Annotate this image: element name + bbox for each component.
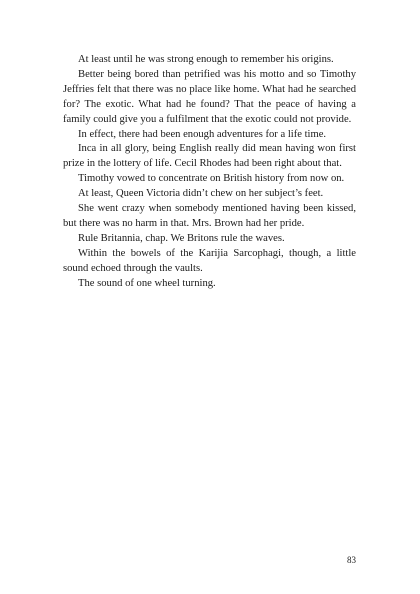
paragraph: At least, Queen Victoria didn’t chew on her subject’s feet. — [78, 188, 324, 200]
paragraph: Timothy vowed to concentrate on British history from now on. — [78, 173, 345, 185]
paragraph: At least until he was strong enough to remember his origins. — [78, 54, 334, 65]
body-text — [63, 53, 356, 292]
paragraph: Better being bored than petrified was his motto and so Timothy Jeffries felt that there was no place like home. What had he searched for? The exotic. What had he found? That the peace of having a family could give you a fulfilment that the exotic could not provide. — [63, 68, 356, 125]
paragraph: The sound of one wheel turning. — [78, 277, 216, 289]
page-number: 83 — [347, 555, 356, 565]
paragraph: In effect, there had been enough adventures for a life time. — [78, 128, 327, 140]
paragraph: Within the bowels of the Karijia Sarcophagi, though, a little sound echoed through the vaults. — [63, 247, 356, 274]
paragraph: Rule Britannia, chap. We Britons rule the waves. — [78, 232, 285, 244]
paragraph: She went crazy when somebody mentioned having been kissed, but there was no harm in that. Mrs. Brown had her pride. — [63, 203, 356, 229]
paragraph: Inca in all glory, being English really did mean having won first prize in the lottery of life. Cecil Rhodes had been right about that. — [63, 143, 356, 170]
